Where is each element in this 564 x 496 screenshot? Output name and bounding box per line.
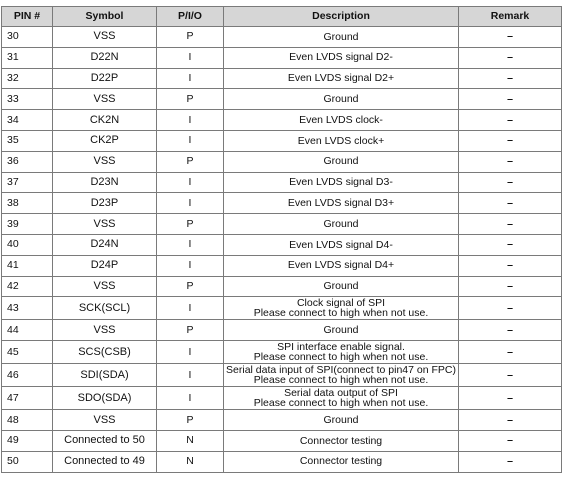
pio-cell: N xyxy=(157,451,224,472)
pin-number-cell: 42 xyxy=(2,276,53,297)
pio-cell: P xyxy=(157,27,224,48)
pio-cell: I xyxy=(157,364,224,387)
table-row xyxy=(2,387,562,410)
remark-cell: – xyxy=(459,341,562,364)
table-header-row xyxy=(2,7,562,27)
pin-number-cell: 48 xyxy=(2,410,53,431)
pin-number-cell: 41 xyxy=(2,255,53,276)
remark-cell: – xyxy=(459,364,562,387)
header-description: Description xyxy=(224,7,459,27)
pin-number-cell: 38 xyxy=(2,193,53,214)
remark-cell: – xyxy=(459,255,562,276)
description-line: Even LVDS signal D3- xyxy=(289,176,393,189)
pin-assignment-table xyxy=(1,6,562,473)
description-cell xyxy=(224,89,459,110)
description-line: Even LVDS signal D2- xyxy=(289,51,393,64)
description-line: Even LVDS signal D4+ xyxy=(287,259,395,272)
description-line: Even LVDS signal D2+ xyxy=(287,72,395,85)
symbol-cell: D24N xyxy=(53,234,157,255)
description-cell xyxy=(224,430,459,451)
description-cell xyxy=(224,214,459,235)
description-cell xyxy=(224,410,459,431)
table-row xyxy=(2,341,562,364)
pio-cell: I xyxy=(157,110,224,131)
symbol-cell: CK2N xyxy=(53,110,157,131)
description-cell xyxy=(224,451,459,472)
description-cell xyxy=(224,172,459,193)
remark-cell: – xyxy=(459,89,562,110)
table-row xyxy=(2,130,562,151)
symbol-cell: D22N xyxy=(53,47,157,68)
description-cell xyxy=(224,130,459,151)
remark-cell: – xyxy=(459,214,562,235)
description-line: Ground xyxy=(323,280,359,293)
table-row xyxy=(2,451,562,472)
description-line: Even LVDS clock+ xyxy=(297,134,385,147)
pin-number-cell: 47 xyxy=(2,387,53,410)
description-line: Even LVDS clock- xyxy=(299,113,383,126)
symbol-cell: VSS xyxy=(53,410,157,431)
symbol-cell: Connected to 49 xyxy=(53,451,157,472)
pio-cell: N xyxy=(157,430,224,451)
pio-cell: I xyxy=(157,387,224,410)
table-row xyxy=(2,297,562,320)
remark-cell: – xyxy=(459,193,562,214)
symbol-cell: CK2P xyxy=(53,130,157,151)
symbol-cell: D23P xyxy=(53,193,157,214)
description-cell xyxy=(224,151,459,172)
pin-number-cell: 50 xyxy=(2,451,53,472)
description-line: Ground xyxy=(323,155,359,168)
table-row xyxy=(2,89,562,110)
pio-cell: P xyxy=(157,89,224,110)
description-line: Ground xyxy=(323,217,359,230)
header-remark: Remark xyxy=(459,7,562,27)
description-line: Please connect to high when not use. xyxy=(253,397,429,410)
pio-cell: P xyxy=(157,410,224,431)
description-line: Please connect to high when not use. xyxy=(253,374,429,387)
table-row xyxy=(2,110,562,131)
table-row xyxy=(2,255,562,276)
description-cell xyxy=(224,320,459,341)
description-line: Ground xyxy=(323,30,359,43)
remark-cell: – xyxy=(459,387,562,410)
description-line: Serial data input of SPI(connect to pin47 on FPC) xyxy=(226,363,456,376)
description-line: Ground xyxy=(323,413,359,426)
pin-number-cell: 39 xyxy=(2,214,53,235)
table-row xyxy=(2,234,562,255)
pio-cell: I xyxy=(157,341,224,364)
remark-cell: – xyxy=(459,451,562,472)
description-line: Connector testing xyxy=(299,455,383,468)
description-line: Please connect to high when not use. xyxy=(253,307,429,320)
symbol-cell: VSS xyxy=(53,320,157,341)
remark-cell: – xyxy=(459,276,562,297)
symbol-cell: SCS(CSB) xyxy=(53,341,157,364)
remark-cell: – xyxy=(459,151,562,172)
pin-number-cell: 43 xyxy=(2,297,53,320)
pin-number-cell: 36 xyxy=(2,151,53,172)
symbol-cell: VSS xyxy=(53,89,157,110)
pin-number-cell: 35 xyxy=(2,130,53,151)
symbol-cell: Connected to 50 xyxy=(53,430,157,451)
symbol-cell: VSS xyxy=(53,276,157,297)
pio-cell: P xyxy=(157,214,224,235)
symbol-cell: VSS xyxy=(53,27,157,48)
pin-number-cell: 44 xyxy=(2,320,53,341)
description-cell xyxy=(224,110,459,131)
description-line: Please connect to high when not use. xyxy=(253,351,429,364)
description-cell xyxy=(224,27,459,48)
remark-cell: – xyxy=(459,110,562,131)
table-row xyxy=(2,276,562,297)
pio-cell: I xyxy=(157,172,224,193)
symbol-cell: VSS xyxy=(53,214,157,235)
symbol-cell: SCK(SCL) xyxy=(53,297,157,320)
pin-number-cell: 49 xyxy=(2,430,53,451)
remark-cell: – xyxy=(459,234,562,255)
pin-number-cell: 34 xyxy=(2,110,53,131)
table-row xyxy=(2,47,562,68)
table-row xyxy=(2,214,562,235)
pio-cell: P xyxy=(157,151,224,172)
description-cell xyxy=(224,193,459,214)
pio-cell: I xyxy=(157,193,224,214)
description-line: Serial data output of SPI xyxy=(284,386,398,399)
symbol-cell: D22P xyxy=(53,68,157,89)
pio-cell: I xyxy=(157,234,224,255)
description-cell xyxy=(224,47,459,68)
table-body xyxy=(2,27,562,473)
description-cell xyxy=(224,255,459,276)
table-row xyxy=(2,68,562,89)
header-pin: PIN # xyxy=(2,7,53,27)
table-row xyxy=(2,364,562,387)
symbol-cell: VSS xyxy=(53,151,157,172)
description-cell xyxy=(224,364,459,387)
description-cell xyxy=(224,297,459,320)
pin-number-cell: 31 xyxy=(2,47,53,68)
table-row xyxy=(2,193,562,214)
pio-cell: I xyxy=(157,297,224,320)
pin-number-cell: 33 xyxy=(2,89,53,110)
pin-number-cell: 30 xyxy=(2,27,53,48)
pin-number-cell: 40 xyxy=(2,234,53,255)
table-row xyxy=(2,410,562,431)
remark-cell: – xyxy=(459,130,562,151)
table-row xyxy=(2,27,562,48)
description-line: Ground xyxy=(323,93,359,106)
pio-cell: I xyxy=(157,130,224,151)
symbol-cell: D24P xyxy=(53,255,157,276)
pin-number-cell: 46 xyxy=(2,364,53,387)
remark-cell: – xyxy=(459,430,562,451)
symbol-cell: D23N xyxy=(53,172,157,193)
remark-cell: – xyxy=(459,27,562,48)
remark-cell: – xyxy=(459,297,562,320)
symbol-cell: SDI(SDA) xyxy=(53,364,157,387)
table-row xyxy=(2,151,562,172)
remark-cell: – xyxy=(459,320,562,341)
pio-cell: P xyxy=(157,320,224,341)
pin-number-cell: 45 xyxy=(2,341,53,364)
description-line: Clock signal of SPI xyxy=(296,296,386,309)
pin-number-cell: 32 xyxy=(2,68,53,89)
pio-cell: I xyxy=(157,47,224,68)
header-pio: P/I/O xyxy=(157,7,224,27)
description-line: Ground xyxy=(323,324,359,336)
description-cell xyxy=(224,387,459,410)
pin-number-cell: 37 xyxy=(2,172,53,193)
description-line: Even LVDS signal D3+ xyxy=(287,197,395,210)
table-row xyxy=(2,172,562,193)
remark-cell: – xyxy=(459,47,562,68)
pio-cell: I xyxy=(157,68,224,89)
table-row xyxy=(2,430,562,451)
remark-cell: – xyxy=(459,172,562,193)
remark-cell: – xyxy=(459,68,562,89)
remark-cell: – xyxy=(459,410,562,431)
header-symbol: Symbol xyxy=(53,7,157,27)
pio-cell: P xyxy=(157,276,224,297)
pio-cell: I xyxy=(157,255,224,276)
description-cell xyxy=(224,276,459,297)
symbol-cell: SDO(SDA) xyxy=(53,387,157,410)
description-cell xyxy=(224,341,459,364)
table-row xyxy=(2,320,562,341)
description-line: Even LVDS signal D4- xyxy=(289,238,393,251)
description-line: SPI interface enable signal. xyxy=(277,340,405,353)
description-cell xyxy=(224,234,459,255)
description-line: Connector testing xyxy=(299,434,383,447)
description-cell xyxy=(224,68,459,89)
